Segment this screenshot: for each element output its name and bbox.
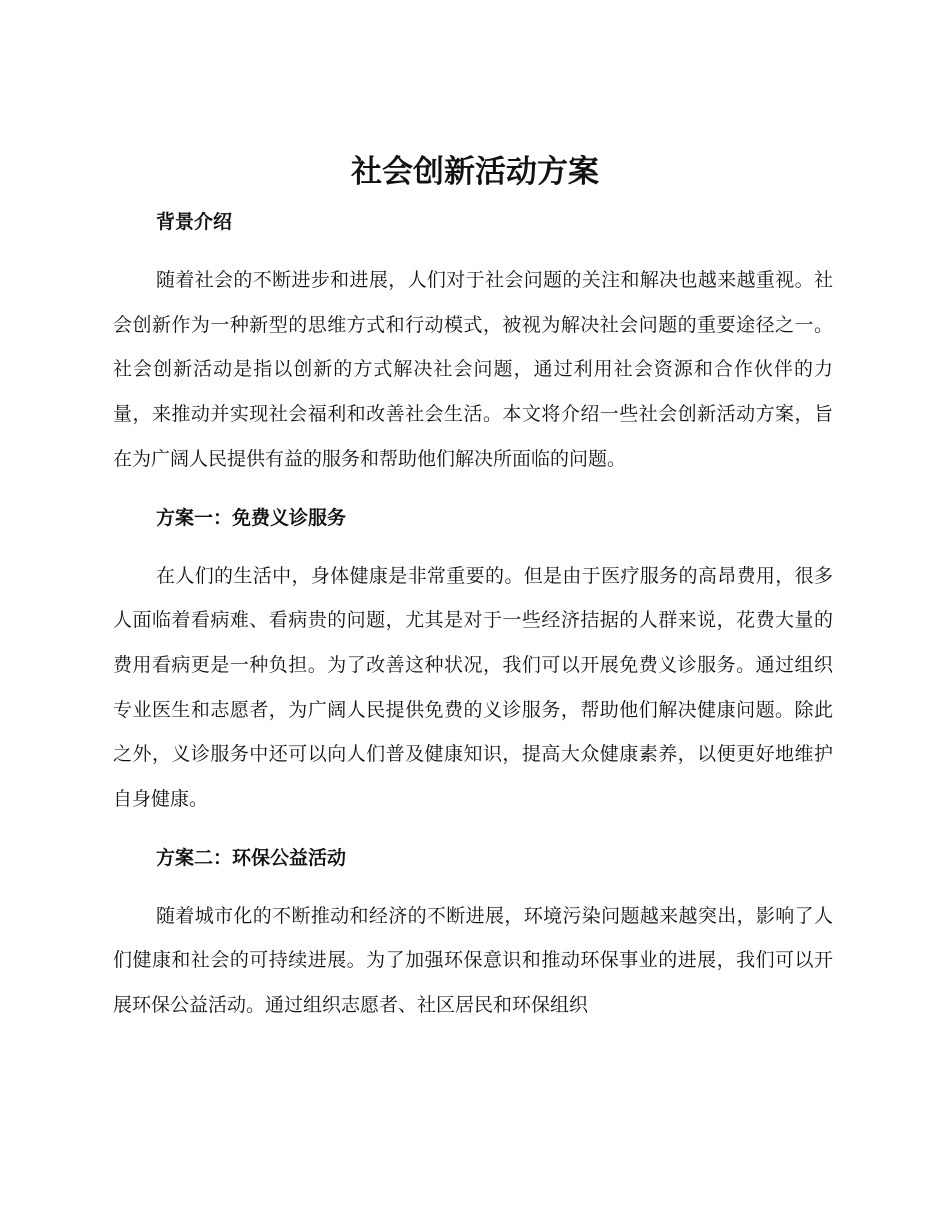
section-heading-background: 背景介绍 [156,211,233,233]
section-heading-plan-two: 方案二：环保公益活动 [156,846,347,869]
document-title: 社会创新活动方案 [351,154,599,190]
section-paragraph-plan-two: 随着城市化的不断推动和经济的不断进展，环境污染问题越来越突出，影响了人们健康和社会的可持续进展。为了加强环保意识和推动环保事业的进展，我们可以开展环保公益活动。通过组织志愿者、社区居民和环保组织 [113,904,833,1017]
section-heading-plan-one: 方案一：免费义诊服务 [156,506,347,529]
section-paragraph-background: 随着社会的不断进步和进展，人们对于社会问题的关注和解决也越来越重视。社会创新作为一种新型的思维方式和行动模式，被视为解决社会问题的重要途径之一。社会创新活动是指以创新的方式解决社会问题，通过利用社会资源和合作伙伴的力量，来推动并实现社会福利和改善社会生活。本文将介绍一些社会创新活动方案，旨在为广阔人民提供有益的服务和帮助他们解决所面临的问题。 [113,269,833,470]
section-paragraph-plan-one: 在人们的生活中，身体健康是非常重要的。但是由于医疗服务的高昂费用，很多人面临着看病难、看病贵的问题，尤其是对于一些经济拮据的人群来说，花费大量的费用看病更是一种负担。为了改善这种状况，我们可以开展免费义诊服务。通过组织专业医生和志愿者，为广阔人民提供免费的义诊服务，帮助他们解决健康问题。除此之外，义诊服务中还可以向人们普及健康知识，提高大众健康素养，以便更好地维护自身健康。 [113,564,833,811]
document-body [113,200,833,1028]
